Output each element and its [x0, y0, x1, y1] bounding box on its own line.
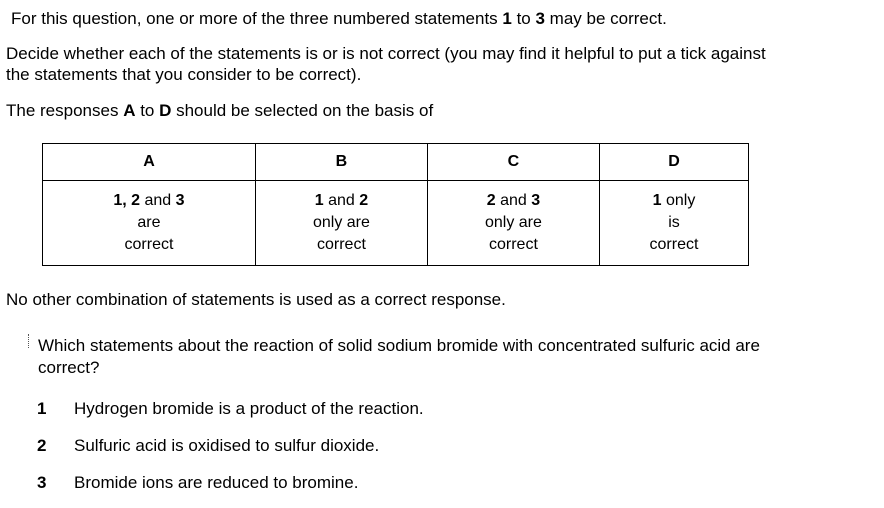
question-line-1: Which statements about the reaction of solid sodium bromide with concentrated sulfuric acid are: [38, 336, 760, 355]
statement-number: 1: [37, 399, 47, 418]
cell-c: 2 and 3 only are correct: [427, 181, 599, 266]
response-key-table: [42, 143, 749, 266]
cell-d: 1 only is correct: [599, 181, 748, 266]
statement-text: Bromide ions are reduced to bromine.: [74, 473, 359, 492]
statement-text: Sulfuric acid is oxidised to sulfur dioxide.: [74, 436, 380, 455]
statement-number: 2: [37, 436, 47, 455]
instruction-line-1: For this question, one or more of the three numbered statements 1 to 3 may be correct.: [11, 9, 667, 28]
table-header-row: [43, 144, 749, 181]
question-marker: [28, 334, 33, 348]
header-a: A: [43, 144, 256, 181]
instruction-line-2: Decide whether each of the statements is or is not correct (you may find it helpful to put a tick against: [6, 44, 766, 63]
header-b: B: [255, 144, 427, 181]
table-row: [43, 181, 749, 266]
note-line: No other combination of statements is used as a correct response.: [6, 290, 506, 309]
question-line-2: correct?: [38, 358, 100, 377]
instruction-line-3: the statements that you consider to be correct).: [6, 65, 362, 84]
statement-number: 3: [37, 473, 47, 492]
header-d: D: [599, 144, 748, 181]
cell-a: 1, 2 and 3 are correct: [43, 181, 256, 266]
cell-b: 1 and 2 only are correct: [255, 181, 427, 266]
statement-text: Hydrogen bromide is a product of the reaction.: [74, 399, 424, 418]
header-c: C: [427, 144, 599, 181]
instruction-line-4: The responses A to D should be selected on the basis of: [6, 101, 434, 120]
